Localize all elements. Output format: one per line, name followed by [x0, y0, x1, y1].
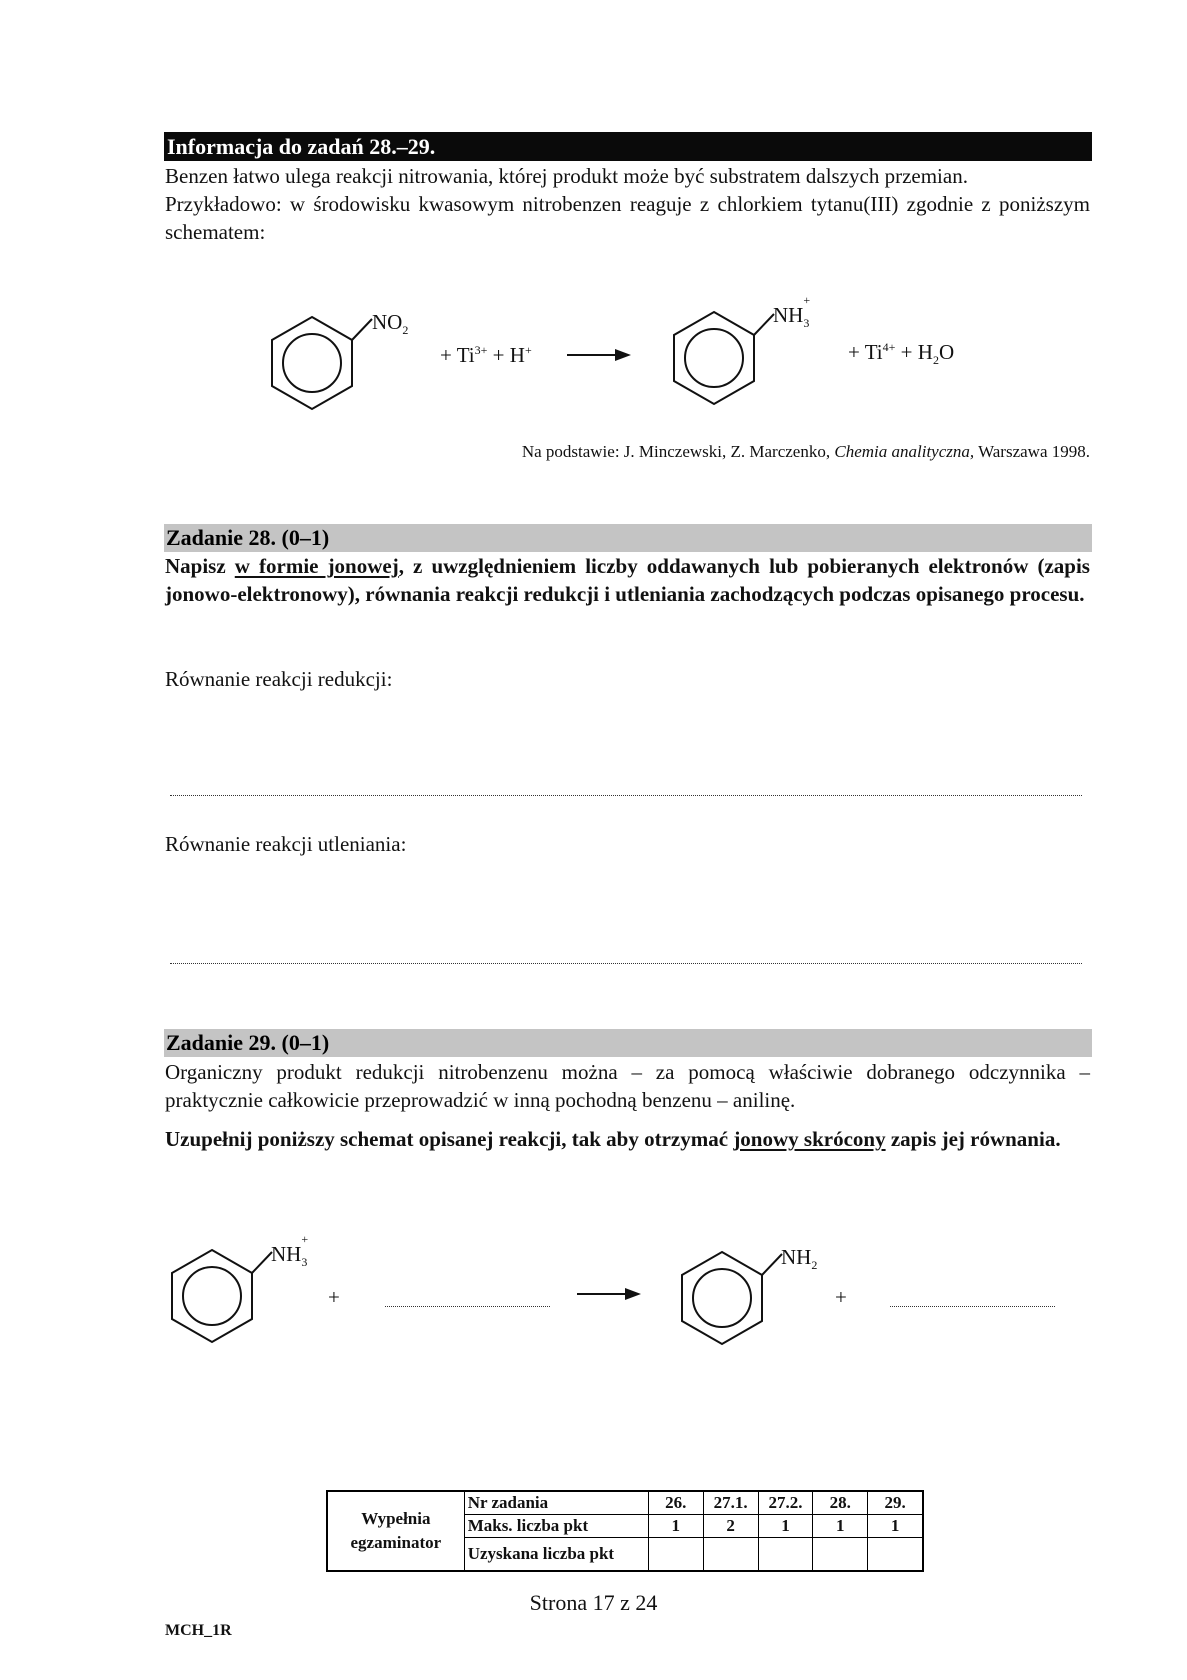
score-side-label: Wypełnia egzaminator	[327, 1491, 464, 1571]
info-header: Informacja do zadań 28.–29.	[164, 132, 1092, 161]
info-text-2: Przykładowo: w środowisku kwasowym nitrobenzen reaguje z chlorkiem tytanu(III) zgodnie z poniższym schematem:	[165, 192, 1090, 244]
task28-header: Zadanie 28. (0–1)	[164, 524, 1092, 552]
score-obtained-26[interactable]	[648, 1538, 703, 1572]
reduction-label: Równanie reakcji redukcji:	[165, 667, 393, 691]
anilinium-group-label-2: $NH_3^+$	[271, 1232, 309, 1270]
score-obtained-27-1[interactable]	[703, 1538, 758, 1572]
task29-text: Organiczny produkt redukcji nitrobenzenu można – za pomocą właściwie dobranego odczynnika – praktycznie całkowicie przeprowadzić w inną pochodną benzenu – anilinę.	[165, 1060, 1090, 1112]
score-max-26: 1	[648, 1515, 703, 1538]
product-answer-line[interactable]	[890, 1306, 1055, 1307]
amino-group-label: $NH_2$	[781, 1245, 818, 1273]
oxidation-answer-line[interactable]	[170, 963, 1082, 964]
score-obtained-27-2[interactable]	[758, 1538, 813, 1572]
exam-code: MCH_1R	[165, 1622, 232, 1639]
oxidation-label: Równanie reakcji utleniania:	[165, 832, 407, 856]
reagent-answer-line[interactable]	[385, 1306, 550, 1307]
task29-header: Zadanie 29. (0–1)	[164, 1029, 1092, 1057]
score-row-max-label: Maks. liczba pkt	[464, 1515, 648, 1538]
score-task-29: 29.	[868, 1491, 923, 1515]
page-footer: Strona 17 z 24	[529, 1590, 658, 1615]
score-task-27-1: 27.1.	[703, 1491, 758, 1515]
info-text-1: Benzen łatwo ulega reakcji nitrowania, której produkt może być substratem dalszych przemian.	[165, 164, 968, 188]
source-citation: Na podstawie: J. Minczewski, Z. Marczenko, Chemia analityczna, Warszawa 1998.	[521, 442, 1090, 461]
anilinium-group-label: $NH_3^+$	[773, 293, 811, 331]
scheme2-plus-2: +	[835, 1285, 847, 1309]
score-row-obtained-label: Uzyskana liczba pkt	[464, 1538, 648, 1572]
score-max-28: 1	[813, 1515, 868, 1538]
task29-instruction: Uzupełnij poniższy schemat opisanej reakcji, tak aby otrzymać jonowy skrócony zapis jej równania.	[165, 1127, 1061, 1151]
score-max-29: 1	[868, 1515, 923, 1538]
reaction-arrow-icon	[565, 345, 635, 365]
score-obtained-28[interactable]	[813, 1538, 868, 1572]
scheme1-reagents: + $Ti^{3+} + H^+$	[440, 343, 532, 367]
scheme2-plus-1: +	[328, 1285, 340, 1309]
score-obtained-29[interactable]	[868, 1538, 923, 1572]
reduction-answer-line[interactable]	[170, 795, 1082, 796]
score-max-27-2: 1	[758, 1515, 813, 1538]
score-max-27-1: 2	[703, 1515, 758, 1538]
score-task-27-2: 27.2.	[758, 1491, 813, 1515]
task28-instruction: Napisz w formie jonowej, z uwzględnieniem liczby oddawanych lub pobieranych elektronów (zapis jonowo-elektronowy), równania reakcji redukcji i utleniania zachodzących podczas opisanego procesu.	[165, 554, 1090, 606]
scheme1-products: + $Ti^{4+} + H_2O$	[848, 340, 955, 368]
nitro-group-label: $NO_2$	[372, 310, 409, 338]
score-task-28: 28.	[813, 1491, 868, 1515]
score-task-26: 26.	[648, 1491, 703, 1515]
reaction-arrow-icon-2	[575, 1284, 645, 1304]
score-row-task-label: Nr zadania	[464, 1491, 648, 1515]
score-table	[326, 1490, 924, 1572]
